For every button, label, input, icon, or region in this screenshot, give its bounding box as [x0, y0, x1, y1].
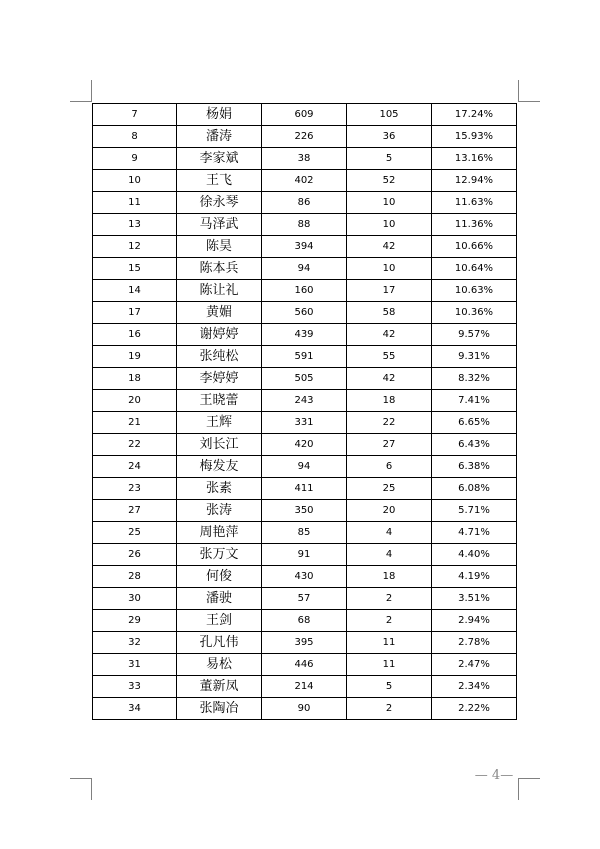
rank-cell: 27	[93, 500, 177, 522]
rank-cell: 9	[93, 148, 177, 170]
count-cell: 42	[347, 324, 432, 346]
total-cell: 439	[262, 324, 347, 346]
count-cell: 2	[347, 610, 432, 632]
total-cell: 226	[262, 126, 347, 148]
rank-cell: 13	[93, 214, 177, 236]
name-cell: 张纯松	[177, 346, 262, 368]
table-row	[93, 434, 517, 456]
rank-cell: 23	[93, 478, 177, 500]
table-row	[93, 566, 517, 588]
table-row	[93, 654, 517, 676]
table-row	[93, 676, 517, 698]
percent-cell: 6.43%	[432, 434, 517, 456]
name-cell: 王辉	[177, 412, 262, 434]
percent-cell: 7.41%	[432, 390, 517, 412]
table-row	[93, 324, 517, 346]
rank-cell: 21	[93, 412, 177, 434]
percent-cell: 4.19%	[432, 566, 517, 588]
rank-cell: 8	[93, 126, 177, 148]
percent-cell: 9.31%	[432, 346, 517, 368]
count-cell: 10	[347, 214, 432, 236]
count-cell: 6	[347, 456, 432, 478]
rank-cell: 33	[93, 676, 177, 698]
count-cell: 42	[347, 236, 432, 258]
name-cell: 王飞	[177, 170, 262, 192]
name-cell: 易松	[177, 654, 262, 676]
count-cell: 22	[347, 412, 432, 434]
count-cell: 17	[347, 280, 432, 302]
count-cell: 2	[347, 698, 432, 720]
name-cell: 何俊	[177, 566, 262, 588]
table-row	[93, 412, 517, 434]
total-cell: 430	[262, 566, 347, 588]
total-cell: 57	[262, 588, 347, 610]
table-row	[93, 632, 517, 654]
name-cell: 黄媚	[177, 302, 262, 324]
name-cell: 马泽武	[177, 214, 262, 236]
percent-cell: 11.63%	[432, 192, 517, 214]
percent-cell: 2.34%	[432, 676, 517, 698]
percent-cell: 8.32%	[432, 368, 517, 390]
table-row	[93, 588, 517, 610]
table-row	[93, 500, 517, 522]
total-cell: 90	[262, 698, 347, 720]
page-number: — 4—	[474, 768, 514, 783]
percent-cell: 5.71%	[432, 500, 517, 522]
name-cell: 王晓蕾	[177, 390, 262, 412]
total-cell: 94	[262, 258, 347, 280]
rank-cell: 10	[93, 170, 177, 192]
name-cell: 董新凤	[177, 676, 262, 698]
total-cell: 38	[262, 148, 347, 170]
percent-cell: 10.36%	[432, 302, 517, 324]
crop-mark-top-left	[70, 80, 92, 102]
table-row	[93, 192, 517, 214]
count-cell: 27	[347, 434, 432, 456]
name-cell: 陈让礼	[177, 280, 262, 302]
rank-cell: 19	[93, 346, 177, 368]
total-cell: 86	[262, 192, 347, 214]
total-cell: 446	[262, 654, 347, 676]
count-cell: 52	[347, 170, 432, 192]
name-cell: 陈本兵	[177, 258, 262, 280]
crop-mark-top-right	[518, 80, 540, 102]
rank-cell: 34	[93, 698, 177, 720]
name-cell: 张素	[177, 478, 262, 500]
table-row	[93, 126, 517, 148]
count-cell: 10	[347, 258, 432, 280]
table-row	[93, 522, 517, 544]
percent-cell: 11.36%	[432, 214, 517, 236]
name-cell: 张陶冶	[177, 698, 262, 720]
table-row	[93, 280, 517, 302]
count-cell: 5	[347, 148, 432, 170]
percent-cell: 6.65%	[432, 412, 517, 434]
rank-cell: 22	[93, 434, 177, 456]
name-cell: 张万文	[177, 544, 262, 566]
table-row	[93, 610, 517, 632]
total-cell: 160	[262, 280, 347, 302]
total-cell: 609	[262, 104, 347, 126]
count-cell: 2	[347, 588, 432, 610]
count-cell: 25	[347, 478, 432, 500]
name-cell: 谢婷婷	[177, 324, 262, 346]
total-cell: 505	[262, 368, 347, 390]
rank-cell: 29	[93, 610, 177, 632]
percent-cell: 12.94%	[432, 170, 517, 192]
rank-cell: 16	[93, 324, 177, 346]
rank-cell: 20	[93, 390, 177, 412]
total-cell: 214	[262, 676, 347, 698]
count-cell: 4	[347, 544, 432, 566]
table-row	[93, 456, 517, 478]
name-cell: 张涛	[177, 500, 262, 522]
rank-cell: 11	[93, 192, 177, 214]
count-cell: 18	[347, 566, 432, 588]
table-row	[93, 170, 517, 192]
count-cell: 20	[347, 500, 432, 522]
rank-cell: 7	[93, 104, 177, 126]
percent-cell: 13.16%	[432, 148, 517, 170]
rank-cell: 18	[93, 368, 177, 390]
rank-cell: 15	[93, 258, 177, 280]
count-cell: 10	[347, 192, 432, 214]
table-row	[93, 698, 517, 720]
total-cell: 243	[262, 390, 347, 412]
total-cell: 350	[262, 500, 347, 522]
rank-cell: 12	[93, 236, 177, 258]
total-cell: 331	[262, 412, 347, 434]
percent-cell: 9.57%	[432, 324, 517, 346]
name-cell: 杨娟	[177, 104, 262, 126]
total-cell: 85	[262, 522, 347, 544]
crop-mark-bottom-left	[70, 778, 92, 800]
name-cell: 刘长江	[177, 434, 262, 456]
total-cell: 88	[262, 214, 347, 236]
crop-mark-bottom-right	[518, 778, 540, 800]
total-cell: 68	[262, 610, 347, 632]
percent-cell: 15.93%	[432, 126, 517, 148]
table-row	[93, 236, 517, 258]
rank-cell: 14	[93, 280, 177, 302]
percent-cell: 2.22%	[432, 698, 517, 720]
total-cell: 94	[262, 456, 347, 478]
percent-cell: 2.47%	[432, 654, 517, 676]
table-row	[93, 368, 517, 390]
count-cell: 36	[347, 126, 432, 148]
count-cell: 42	[347, 368, 432, 390]
rank-cell: 31	[93, 654, 177, 676]
name-cell: 孔凡伟	[177, 632, 262, 654]
count-cell: 11	[347, 632, 432, 654]
percent-cell: 4.71%	[432, 522, 517, 544]
count-cell: 4	[347, 522, 432, 544]
name-cell: 潘驶	[177, 588, 262, 610]
total-cell: 402	[262, 170, 347, 192]
count-cell: 55	[347, 346, 432, 368]
rank-cell: 25	[93, 522, 177, 544]
table-row	[93, 214, 517, 236]
percent-cell: 10.63%	[432, 280, 517, 302]
table-row	[93, 258, 517, 280]
table-row	[93, 478, 517, 500]
name-cell: 王剑	[177, 610, 262, 632]
rank-cell: 28	[93, 566, 177, 588]
total-cell: 91	[262, 544, 347, 566]
table-row	[93, 302, 517, 324]
percent-cell: 2.78%	[432, 632, 517, 654]
total-cell: 394	[262, 236, 347, 258]
name-cell: 李家斌	[177, 148, 262, 170]
count-cell: 18	[347, 390, 432, 412]
table-row	[93, 544, 517, 566]
table-row	[93, 104, 517, 126]
total-cell: 395	[262, 632, 347, 654]
rank-cell: 30	[93, 588, 177, 610]
total-cell: 591	[262, 346, 347, 368]
rank-cell: 17	[93, 302, 177, 324]
total-cell: 411	[262, 478, 347, 500]
percent-cell: 10.66%	[432, 236, 517, 258]
count-cell: 105	[347, 104, 432, 126]
percent-cell: 6.38%	[432, 456, 517, 478]
ranking-table	[92, 103, 517, 720]
table-row	[93, 390, 517, 412]
total-cell: 420	[262, 434, 347, 456]
name-cell: 梅发友	[177, 456, 262, 478]
name-cell: 周艳萍	[177, 522, 262, 544]
percent-cell: 2.94%	[432, 610, 517, 632]
percent-cell: 6.08%	[432, 478, 517, 500]
total-cell: 560	[262, 302, 347, 324]
percent-cell: 4.40%	[432, 544, 517, 566]
count-cell: 58	[347, 302, 432, 324]
percent-cell: 10.64%	[432, 258, 517, 280]
count-cell: 5	[347, 676, 432, 698]
table-row	[93, 148, 517, 170]
percent-cell: 3.51%	[432, 588, 517, 610]
rank-cell: 32	[93, 632, 177, 654]
count-cell: 11	[347, 654, 432, 676]
ranking-table-body	[93, 104, 517, 720]
name-cell: 徐永琴	[177, 192, 262, 214]
percent-cell: 17.24%	[432, 104, 517, 126]
rank-cell: 24	[93, 456, 177, 478]
name-cell: 陈昊	[177, 236, 262, 258]
name-cell: 李婷婷	[177, 368, 262, 390]
table-row	[93, 346, 517, 368]
name-cell: 潘涛	[177, 126, 262, 148]
rank-cell: 26	[93, 544, 177, 566]
